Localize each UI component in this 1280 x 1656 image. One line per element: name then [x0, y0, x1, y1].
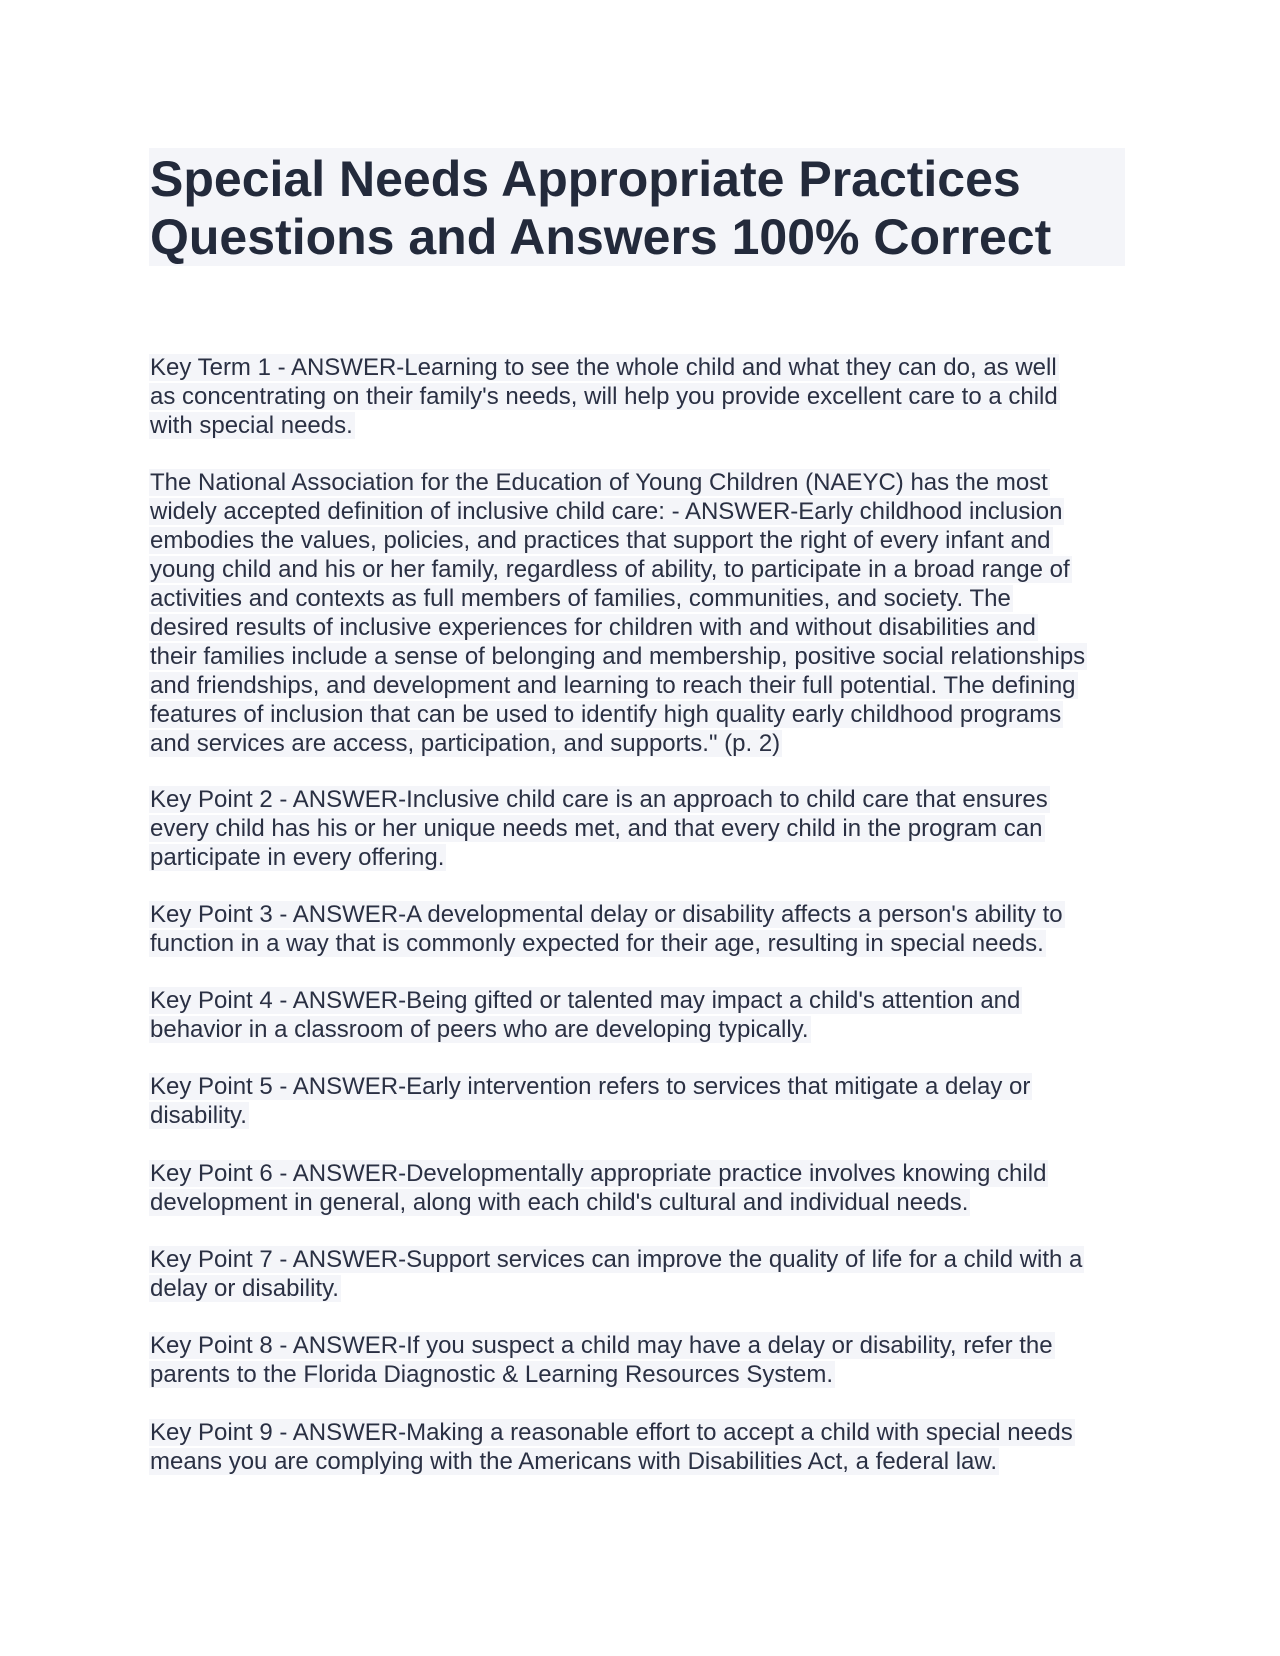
text-line: Key Point 7 - ANSWER-Support services can improve the quality of life for a child with a	[150, 1246, 1083, 1273]
text-line: behavior in a classroom of peers who are developing typically.	[150, 1016, 809, 1043]
text-line: desired results of inclusive experiences for children with and without disabilities and	[150, 614, 1036, 641]
text-line: every child has his or her unique needs met, and that every child in the program can	[150, 815, 1043, 842]
text-line: with special needs.	[150, 412, 353, 439]
text-line: their families include a sense of belonging and membership, positive social relationships	[150, 643, 1086, 670]
text-line: participate in every offering.	[150, 844, 445, 871]
text-line: embodies the values, policies, and practices that support the right of every infant and	[150, 527, 1051, 554]
text-line: Key Point 4 - ANSWER-Being gifted or talented may impact a child's attention and	[150, 987, 1021, 1014]
qa-paragraph-key-term-1	[150, 353, 1130, 440]
text-line: function in a way that is commonly expected for their age, resulting in special needs.	[150, 930, 1044, 957]
qa-paragraph-key-point-6	[150, 1159, 1130, 1217]
qa-paragraph-key-point-7	[150, 1245, 1130, 1303]
text-line: as concentrating on their family's needs, will help you provide excellent care to a child	[150, 383, 1058, 410]
text-line: Key Point 5 - ANSWER-Early intervention refers to services that mitigate a delay or	[150, 1073, 1031, 1100]
text-line: Key Point 6 - ANSWER-Developmentally appropriate practice involves knowing child	[150, 1160, 1047, 1187]
qa-paragraph-key-point-5	[150, 1072, 1130, 1130]
text-line: disability.	[150, 1102, 247, 1129]
text-line: delay or disability.	[150, 1275, 339, 1302]
title-line: Special Needs Appropriate Practices	[150, 151, 1021, 207]
text-line: The National Association for the Education of Young Children (NAEYC) has the most	[150, 469, 1048, 496]
text-line: Key Point 3 - ANSWER-A developmental delay or disability affects a person's ability to	[150, 901, 1063, 928]
qa-paragraph-naeyc-definition	[150, 468, 1130, 758]
qa-paragraph-key-point-4	[150, 986, 1130, 1044]
qa-paragraph-key-point-3	[150, 900, 1130, 958]
text-line: and services are access, participation, and supports." (p. 2)	[150, 730, 781, 757]
text-line: development in general, along with each child's cultural and individual needs.	[150, 1189, 969, 1216]
text-line: parents to the Florida Diagnostic & Learning Resources System.	[150, 1361, 834, 1388]
qa-paragraph-key-point-2	[150, 785, 1130, 872]
document-title	[149, 148, 1125, 266]
qa-paragraph-key-point-8	[150, 1331, 1130, 1389]
text-line: activities and contexts as full members of families, communities, and society. The	[150, 585, 1011, 612]
text-line: and friendships, and development and learning to reach their full potential. The defining	[150, 672, 1076, 699]
text-line: widely accepted definition of inclusive child care: - ANSWER-Early childhood inclusion	[150, 498, 1063, 525]
title-line: Questions and Answers 100% Correct	[150, 209, 1052, 265]
text-line: Key Point 9 - ANSWER-Making a reasonable effort to accept a child with special needs	[150, 1419, 1073, 1446]
text-line: Key Term 1 - ANSWER-Learning to see the whole child and what they can do, as well	[150, 354, 1057, 381]
text-line: Key Point 8 - ANSWER-If you suspect a child may have a delay or disability, refer the	[150, 1332, 1053, 1359]
text-line: young child and his or her family, regardless of ability, to participate in a broad range of	[150, 556, 1070, 583]
text-line: features of inclusion that can be used to identify high quality early childhood programs	[150, 701, 1062, 728]
text-line: means you are complying with the Americans with Disabilities Act, a federal law.	[150, 1448, 998, 1475]
text-line: Key Point 2 - ANSWER-Inclusive child care is an approach to child care that ensures	[150, 786, 1048, 813]
qa-paragraph-key-point-9	[150, 1418, 1130, 1476]
